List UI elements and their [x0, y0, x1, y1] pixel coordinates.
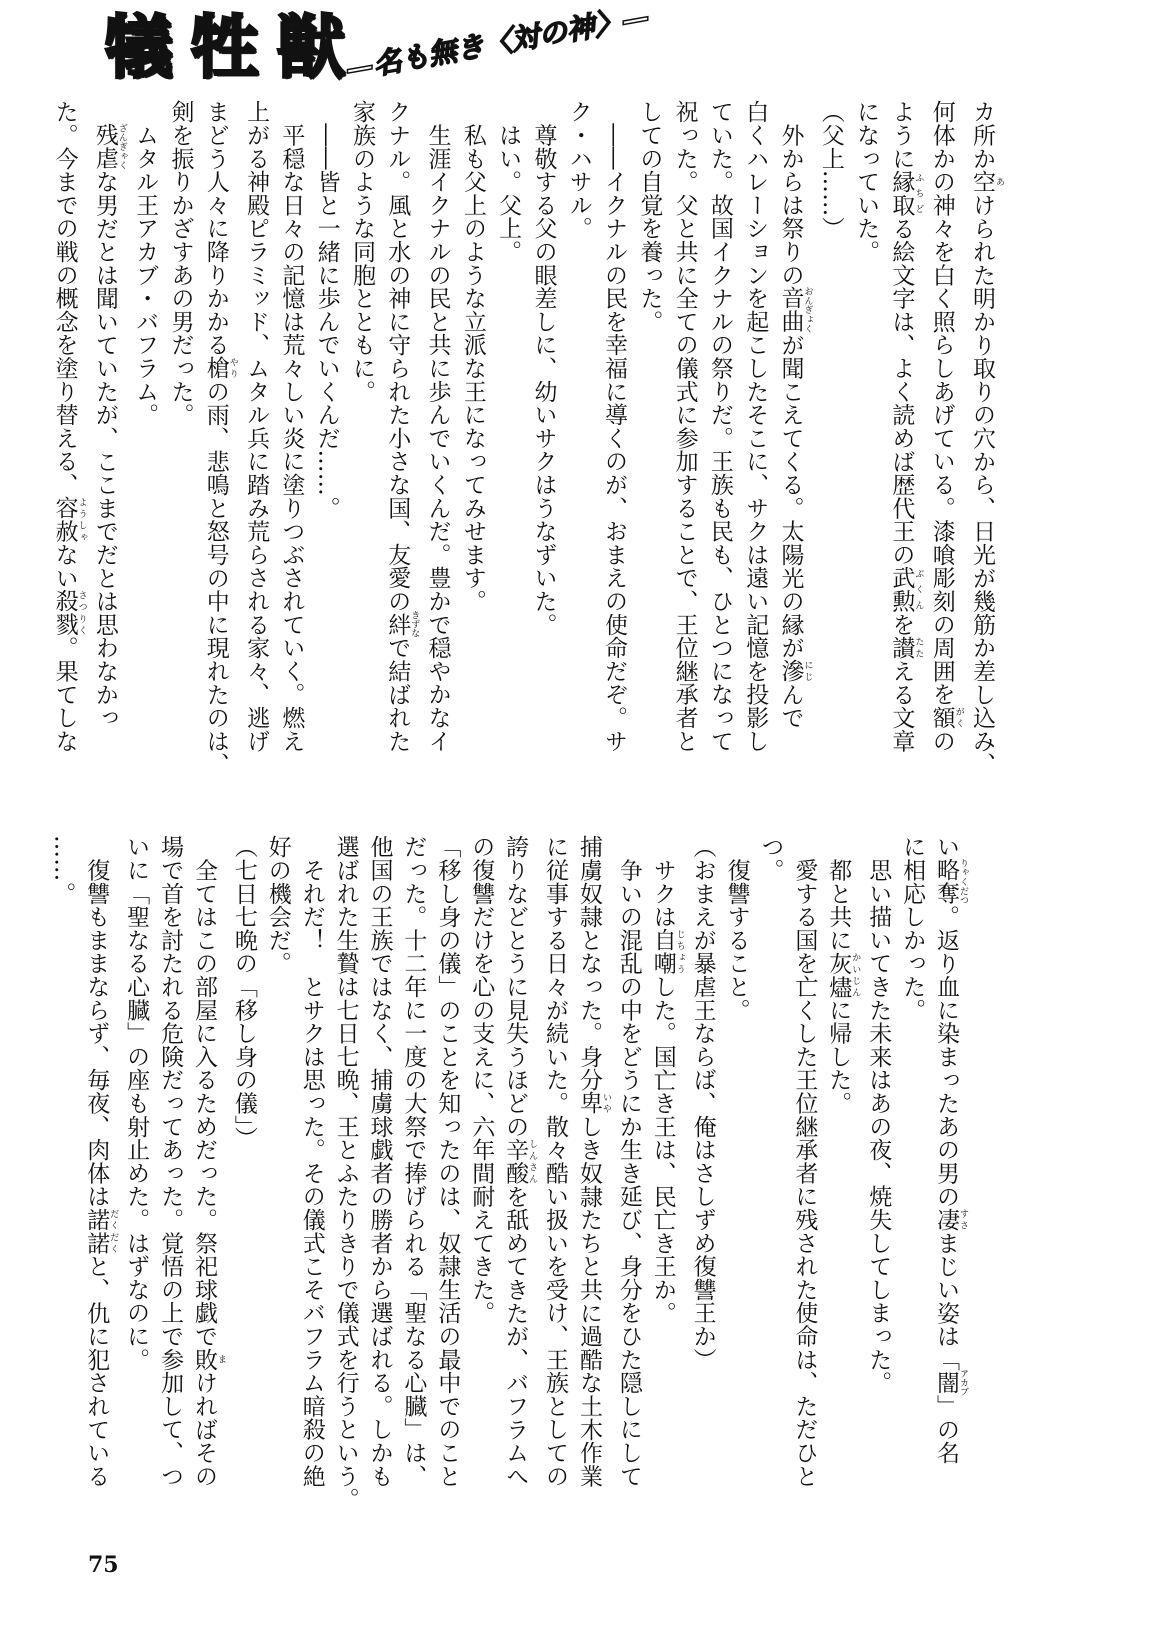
text-line: 捕虜奴隷となった。身分卑 いやしき奴隷たちと共に過酷な土木作業 [575, 835, 611, 1488]
ruby-annotation: 凄 すさ [933, 1207, 968, 1232]
text-line: 復讐もままならず、毎夜、肉体は諾諾 だくだくと、仇に犯されている [83, 835, 119, 1488]
ruby-annotation: 残虐 ざんぎゃく [91, 123, 127, 170]
text-line: に相応しかった。 [899, 835, 926, 1022]
ruby-annotation: 容赦 ようしゃ [51, 496, 87, 543]
text-line: になっていた。 [853, 100, 880, 264]
text-line: 思い描いてきた未来はあの夜、焼失してしまった。 [865, 835, 892, 1395]
text-line: 剣を振りかざすあの男だった。 [167, 100, 194, 427]
text-line: の復讐だけを心の支えに、六年間耐えてきた。 [468, 835, 495, 1325]
text-line: いに「聖なる心臓」の座も射止めた。はずなのに。 [123, 835, 150, 1371]
text-line: 外からは祭りの音曲 おんぎょくが聞こえてくる。太陽光の縁が滲 にじんで [777, 100, 813, 730]
text-line: 争いの混乱の中をどうにか生き延び、身分をひた隠しにして [615, 835, 642, 1488]
ruby-annotation: 卑 いや [575, 1091, 611, 1115]
chapter-title [105, 0, 657, 90]
ruby-annotation: 空 あ [969, 169, 1004, 194]
ruby-annotation: 略奪 りゃくだつ [933, 858, 968, 905]
ruby-annotation: 絆 きずな [384, 610, 420, 638]
text-line: 「移し身の儀」のことを知ったのは、奴隷生活の最中でのこと [434, 835, 461, 1488]
text-line: 上がる神殿ピラミッド、ムタル兵に踏み荒らされる家々、逃げ [243, 100, 270, 753]
page-number: 75 [88, 1552, 119, 1578]
text-line: クナル。風と水の神に守られた小さな国、友愛の絆 きずなで結ばれた [384, 100, 420, 753]
text-line: い略奪 りゃくだつ。返り血に染まったあの男の凄 すさまじい姿は「闇 アカブ」の名 [933, 835, 968, 1465]
text-line: 好の機会だ。 [264, 835, 291, 975]
text-line: 何体かの神々を白く照らしあげている。漆喰彫刻の周囲を額 がくの [928, 100, 964, 753]
text-line: まどう人々に降りかかる槍 やりの雨、悲鳴と怒号の中に現れたのは、 [202, 100, 238, 776]
ruby-annotation: 縁取 ふちど [888, 169, 924, 217]
text-line: （おまえが暴虐王ならば、俺はさしずめ復讐王か） [689, 835, 716, 1371]
ruby-annotation: 額 がく [928, 705, 964, 730]
text-line: （父上……） [817, 100, 844, 240]
text-line: ……。 [49, 835, 76, 905]
ruby-annotation: 武勲 ぶくん [888, 566, 924, 613]
ruby-annotation: 敗 ま [190, 1347, 226, 1371]
text-line: に従事する日々が続いた。散々酷い扱いを受け、王族としての [542, 835, 569, 1488]
text-line: それだ！ とサクは思った。その儀式こそバフラム暗殺の絶 [298, 835, 325, 1488]
text-line: 私も父上のような立派な王になってみせます。 [459, 100, 486, 613]
ruby-annotation: 灰燼 かいじん [825, 951, 861, 999]
text-line: 家族のような同胞とともに。 [348, 100, 375, 403]
text-line: サクは自嘲 じちょうした。国亡き王は、民亡き王か。 [649, 835, 685, 1325]
text-block-top [51, 100, 1004, 800]
text-line: 全てはこの部屋に入るためだった。祭祀球戯で敗 まければその [190, 835, 226, 1488]
text-line: 平穏な日々の記憶は荒々しい炎に塗りつぶされていく。燃え [278, 100, 305, 753]
text-line: （七日七晩の「移し身の儀」） [230, 835, 257, 1150]
text-line: 尊敬する父の眼差しに、幼いサクはうなずいた。 [530, 100, 557, 636]
ruby-annotation: 槍 やり [202, 356, 238, 380]
ruby-annotation: 讃 たた [888, 635, 924, 660]
text-line: カ所か空 あけられた明かり取りの穴から、日光が幾筋か差し込み、 [969, 100, 1004, 776]
text-line: ク・ハサル。 [565, 100, 592, 240]
text-line: ように縁取 ふちどる絵文字は、よく読めば歴代王の武勲 ぶくんを讃 たたえる文章 [888, 100, 924, 753]
ruby-annotation: 滲 にじ [777, 659, 813, 683]
text-line: ていた。故国イクナルの祭りだ。王族も民も、ひとつになって [706, 100, 733, 753]
ruby-annotation: 辛酸 しんさん [502, 1137, 538, 1185]
text-line: だった。十二年に一度の大祭で捧げられる「聖なる心臓」は、 [400, 835, 427, 1488]
ruby-annotation: 諾諾 だくだく [83, 1207, 119, 1255]
text-line: 選ばれた生贄は七日七晩、王とふたりきりで儀式を行うという。 [332, 835, 359, 1511]
text-line: ――皆と一緒に歩んでいくんだ……。 [313, 100, 340, 520]
text-line: 祝った。父と共に全ての儀式に参加することで、王位継承者と [671, 100, 698, 753]
ruby-annotation: 自嘲 じちょう [649, 928, 685, 975]
ruby-annotation: 闇 アカブ [933, 1369, 968, 1397]
text-line: ――イクナルの民を幸福に導くのが、おまえの使命だぞ。サ [601, 100, 628, 753]
text-line: 都と共に灰燼 かいじんに帰した。 [825, 835, 861, 1115]
text-line: しての自覚を養った。 [636, 100, 663, 333]
text-line: 愛する国を亡くした王位継承者に残された使命は、ただひと [791, 835, 818, 1488]
ruby-annotation: 音曲 おんぎょく [777, 286, 813, 334]
text-block-bottom [49, 835, 968, 1535]
title-subtitle: —名も無き〈対の神〉— [343, 0, 653, 87]
ruby-annotation: 殺戮 さつりく [51, 589, 87, 636]
text-line: 白くハレーションを起こしたそこに、サクは遠い記憶を投影し [742, 100, 769, 753]
title-main: 犠牲獣 [105, 9, 364, 88]
text-line: つ。 [757, 835, 784, 882]
text-line: 復讐すること。 [723, 835, 750, 1022]
text-line: ムタル王アカブ・バフラム。 [132, 100, 159, 427]
text-line: 生涯イクナルの民と共に歩んでいくんだ。豊かで穏やかなイ [424, 100, 451, 753]
text-line: 残虐 ざんぎゃくな男だとは聞いていたが、ここまでだとは思わなかっ [91, 123, 127, 730]
text-line: 他国の王族ではなく、捕虜球戯者の勝者から選ばれる。しかも [366, 835, 393, 1488]
text-line: 誇りなどとうに見失うほどの辛酸 しんさんを舐めてきたが、バフラムへ [502, 835, 538, 1488]
text-line: た。今までの戦の概念を塗り替える、容赦 ようしゃない殺戮 さつりく。果てしな [51, 100, 87, 753]
text-line: 場で首を討たれる危険だってあった。覚悟の上で参加して、つ [157, 835, 184, 1488]
text-line: はい。父上。 [495, 100, 522, 264]
